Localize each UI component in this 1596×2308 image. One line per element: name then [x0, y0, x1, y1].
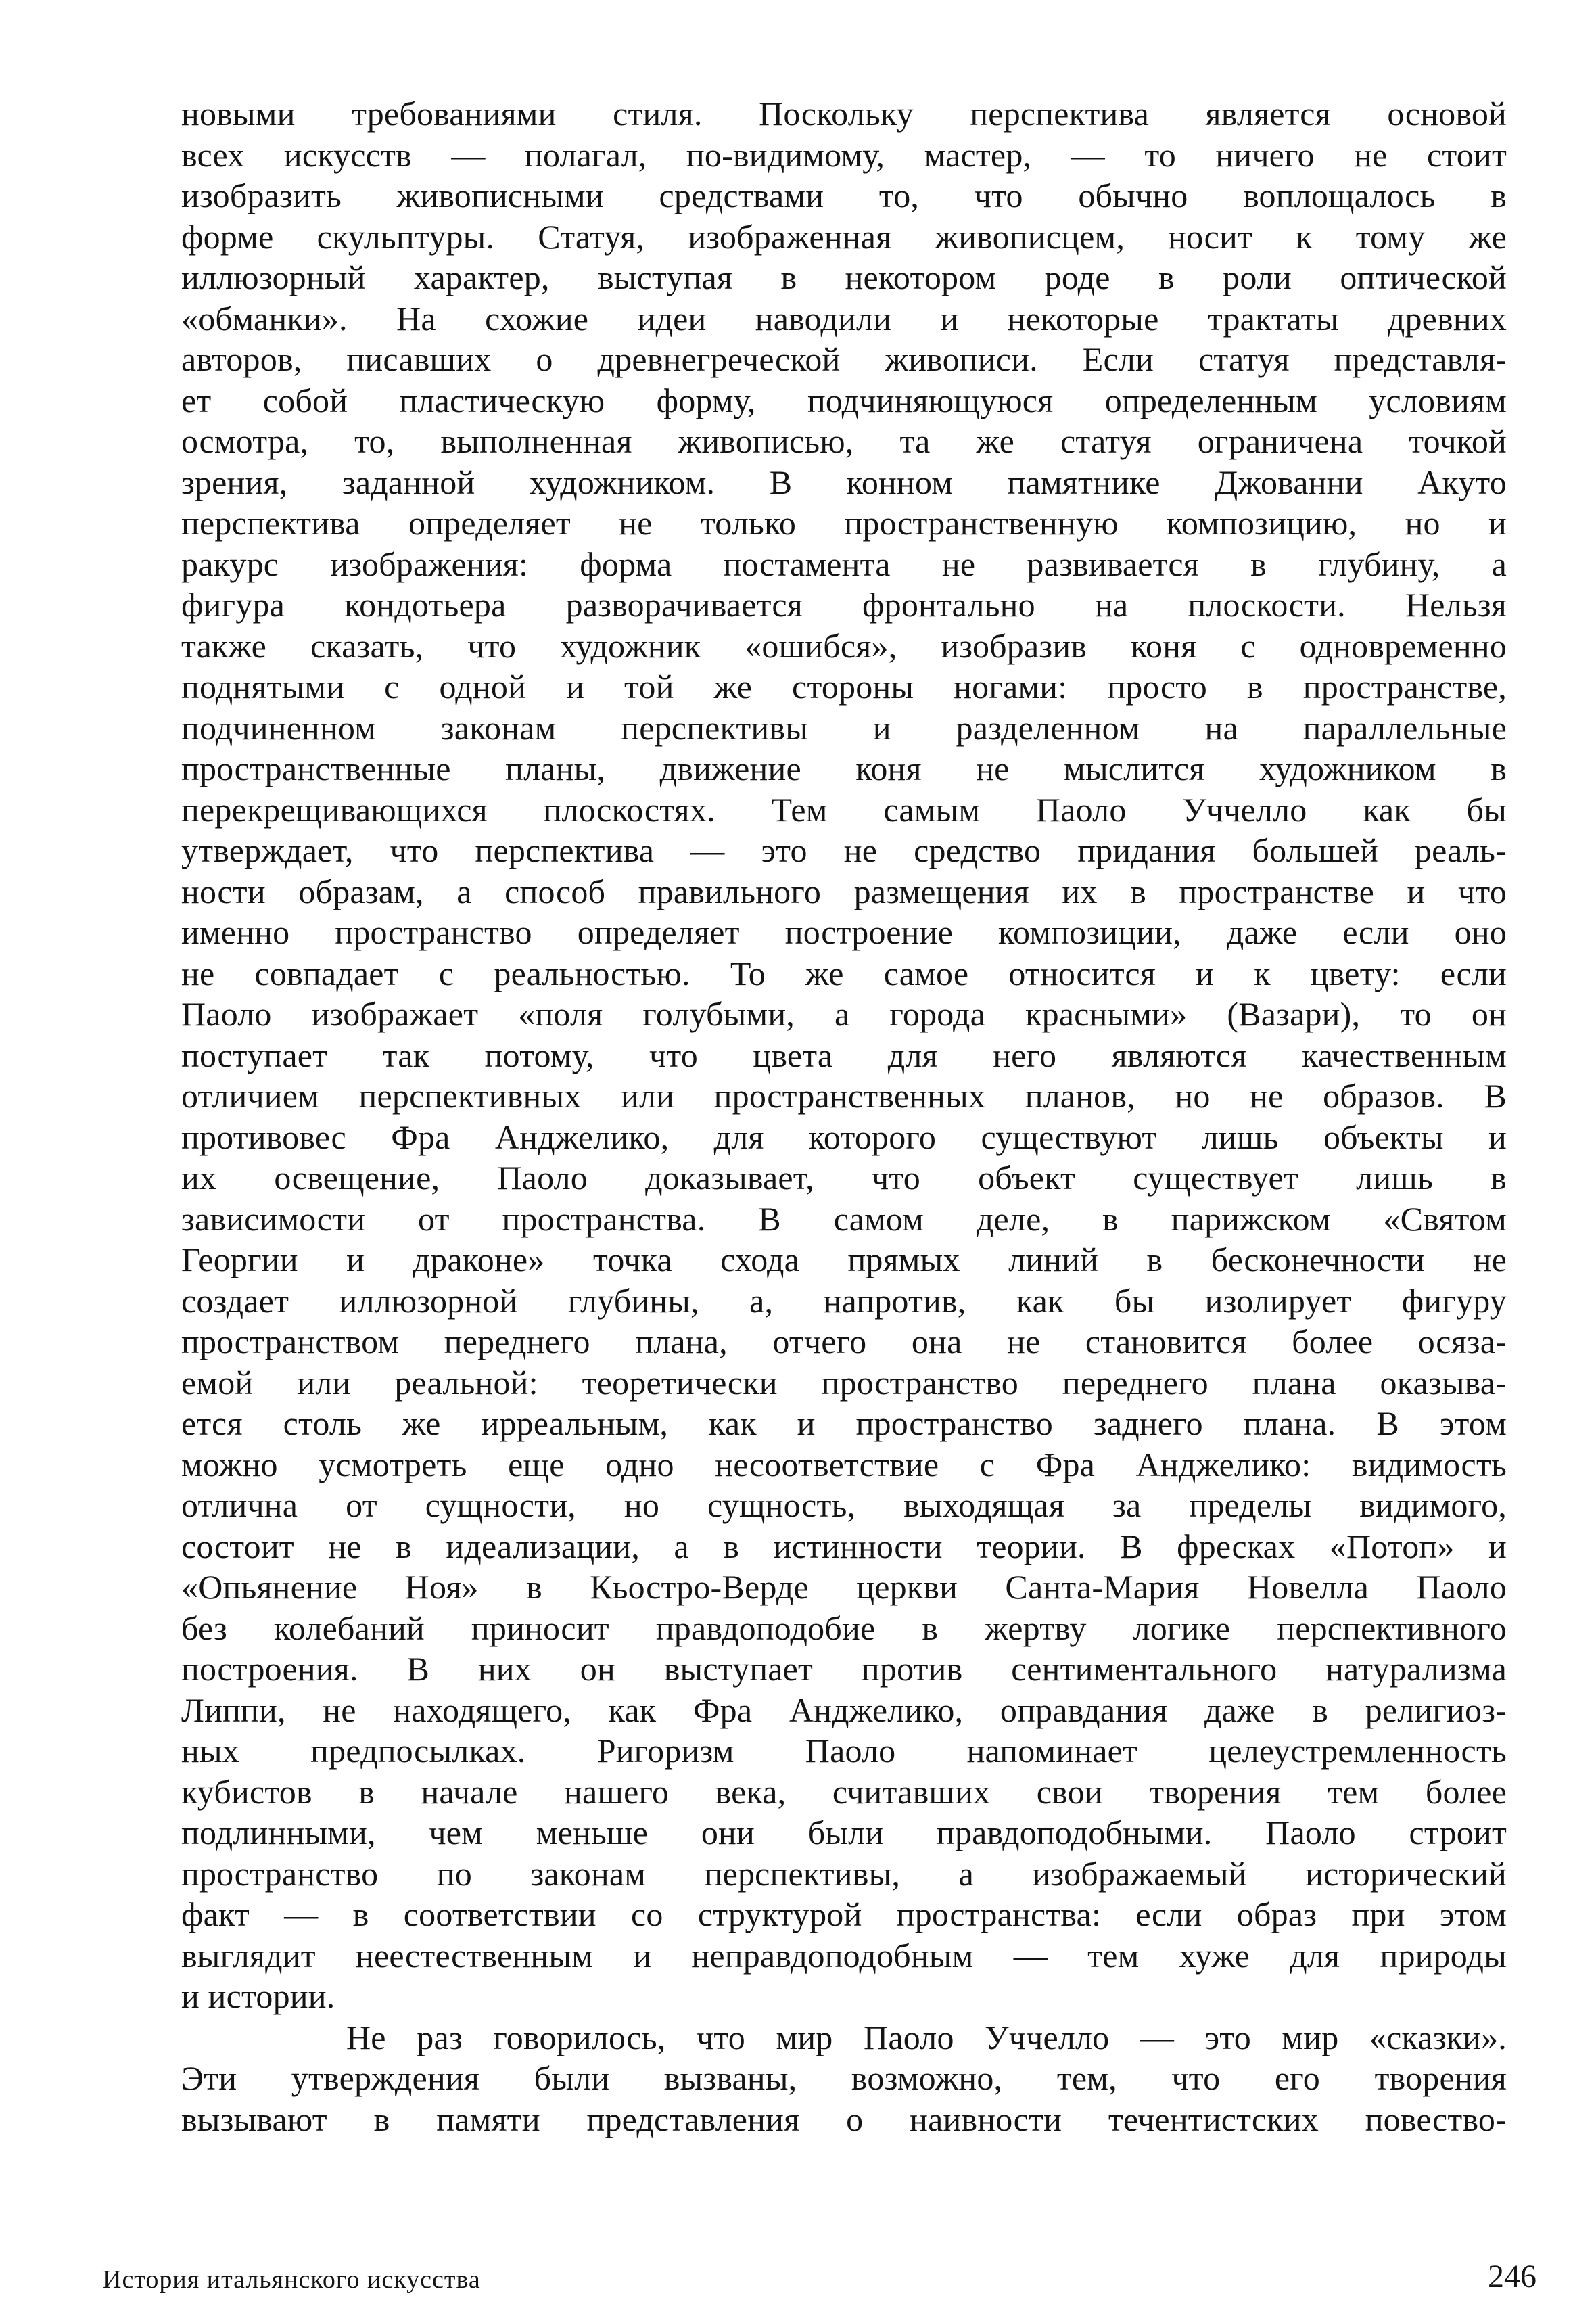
text-line: ности образам, а способ правильного размещения их в пространстве и что — [181, 872, 1507, 910]
text-line: именно пространство определяет построение композиции, даже если оно — [181, 913, 1507, 951]
text-line: утверждает, что перспектива — это не средство придания большей реаль- — [181, 831, 1507, 869]
page-footer — [103, 2261, 1536, 2299]
text-line: кубистов в начале нашего века, считавших свои творения тем более — [181, 1772, 1507, 1811]
body-text — [181, 93, 1507, 2140]
book-title: История итальянского искусства — [103, 2265, 481, 2294]
text-line: подлинными, чем меньше они были правдоподобными. Паоло строит — [181, 1814, 1507, 1851]
text-line: осмотра, то, выполненная живописью, та же статуя ограничена точкой — [181, 422, 1507, 460]
text-line: ется столь же ирреальным, как и пространство заднего плана. В этом — [181, 1404, 1507, 1442]
text-line: иллюзорный характер, выступая в некотором роде в роли оптической — [181, 258, 1507, 296]
text-line: поднятыми с одной и той же стороны ногами: просто в пространстве, — [181, 668, 1507, 706]
text-line: Липпи, не находящего, как Фра Анджелико, оправдания даже в религиоз- — [181, 1690, 1507, 1729]
text-line: ет собой пластическую форму, подчиняющуюся определенным условиям — [181, 381, 1507, 419]
text-line: не совпадает с реальностью. То же самое относится и к цвету: если — [181, 954, 1507, 992]
text-line: их освещение, Паоло доказывает, что объект существует лишь в — [181, 1159, 1507, 1197]
text-line: состоит не в идеализации, а в истинности теории. В фресках «Потоп» и — [181, 1527, 1507, 1565]
paragraph-1 — [181, 93, 1507, 2017]
text-line: подчиненном законам перспективы и разделенном на параллельные — [181, 708, 1507, 747]
text-line: построения. В них он выступает против сентиментального натурализма — [181, 1650, 1507, 1688]
text-line: факт — в соответствии со структурой пространства: если образ при этом — [181, 1895, 1507, 1933]
text-line: пространство по законам перспективы, а изображаемый исторический — [181, 1854, 1507, 1893]
text-line: вызывают в памяти представления о наивности течентистских повество- — [181, 2100, 1507, 2138]
text-line: пространственные планы, движение коня не мыслится художником в — [181, 749, 1507, 787]
text-line: Паоло изображает «поля голубыми, а города красными» (Вазари), то он — [181, 995, 1507, 1033]
text-line: форме скульптуры. Статуя, изображенная живописцем, носит к тому же — [181, 217, 1507, 256]
text-line: перекрещивающихся плоскостях. Тем самым Паоло Уччелло как бы — [181, 790, 1507, 829]
text-line: зависимости от пространства. В самом деле, в парижском «Святом — [181, 1199, 1507, 1238]
text-line: новыми требованиями стиля. Поскольку перспектива является основой — [181, 95, 1507, 133]
text-line: фигура кондотьера разворачивается фронтально на плоскости. Нельзя — [181, 586, 1507, 624]
text-line: всех искусств — полагал, по-видимому, мастер, — то ничего не стоит — [181, 135, 1507, 174]
text-line: противовес Фра Анджелико, для которого существуют лишь объекты и — [181, 1117, 1507, 1156]
text-line: ракурс изображения: форма постамента не развивается в глубину, а — [181, 545, 1507, 583]
text-line: «обманки». На схожие идеи наводили и некоторые трактаты древних — [181, 299, 1507, 338]
text-line: отлична от сущности, но сущность, выходящая за пределы видимого, — [181, 1486, 1507, 1524]
text-line: можно усмотреть еще одно несоответствие с Фра Анджелико: видимость — [181, 1445, 1507, 1483]
text-line: поступает так потому, что цвета для него являются качественным — [181, 1036, 1507, 1074]
text-line: создает иллюзорной глубины, а, напротив, как бы изолирует фигуру — [181, 1281, 1507, 1320]
text-line: без колебаний приносит правдоподобие в жертву логике перспективного — [181, 1609, 1507, 1647]
text-line: и истории. — [181, 1977, 335, 2015]
text-line: отличием перспективных или пространственных планов, но не образов. В — [181, 1077, 1507, 1115]
text-line: зрения, заданной художником. В конном памятнике Джованни Акуто — [181, 463, 1507, 501]
text-line: также сказать, что художник «ошибся», изобразив коня с одновременно — [181, 626, 1507, 665]
text-line: Эти утверждения были вызваны, возможно, тем, что его творения — [181, 2059, 1507, 2097]
text-line: ных предпосылках. Ригоризм Паоло напоминает целеустремленность — [181, 1732, 1507, 1770]
text-line: пространством переднего плана, отчего она не становится более осяза- — [181, 1322, 1507, 1360]
paragraph-2 — [181, 2017, 1507, 2140]
text-line: Георгии и драконе» точка схода прямых линий в бесконечности не — [181, 1241, 1507, 1278]
page-number: 246 — [1488, 2259, 1536, 2294]
text-line: выглядит неестественным и неправдоподобным — тем хуже для природы — [181, 1936, 1507, 1975]
text-line: изобразить живописными средствами то, что обычно воплощалось в — [181, 177, 1507, 214]
text-line: Не раз говорилось, что мир Паоло Уччелло — это мир «сказки». — [346, 2018, 1507, 2056]
text-line: «Опьянение Ноя» в Кьостро-Верде церкви Санта-Мария Новелла Паоло — [181, 1568, 1507, 1606]
text-line: авторов, писавших о древнегреческой живописи. Если статуя представля- — [181, 340, 1507, 378]
text-line: емой или реальной: теоретически пространство переднего плана оказыва- — [181, 1363, 1507, 1402]
text-line: перспектива определяет не только пространственную композицию, но и — [181, 504, 1507, 542]
